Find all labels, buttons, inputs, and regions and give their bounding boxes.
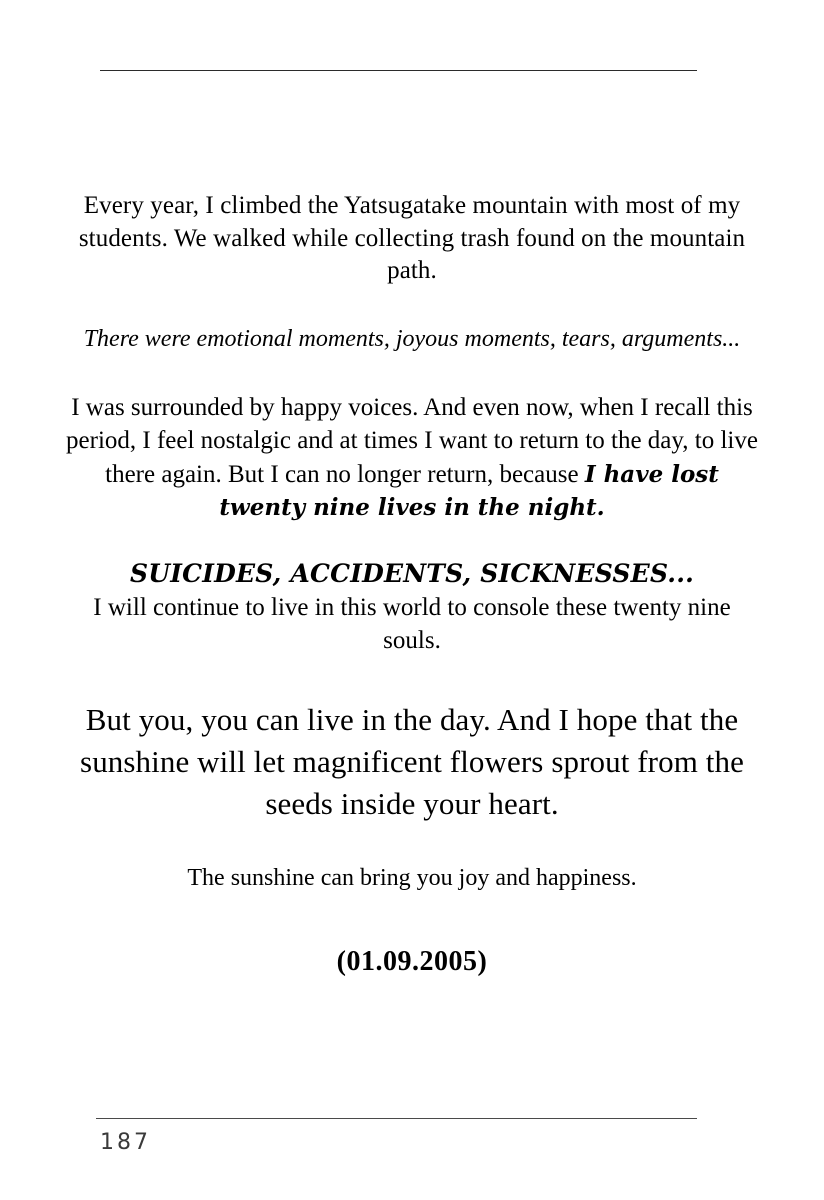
- spacer: [62, 524, 762, 558]
- heading-suicides-accidents-sicknesses: SUICIDES, ACCIDENTS, SICKNESSES...: [129, 559, 695, 589]
- footer-rule: [96, 1118, 697, 1119]
- spacer: [62, 894, 762, 944]
- spacer: [62, 355, 762, 391]
- spacer: [62, 657, 762, 699]
- paragraph-date: (01.09.2005): [336, 945, 488, 977]
- header-rule: [100, 70, 697, 71]
- paragraph-console-souls: I will continue to live in this world to console these twenty nine souls.: [93, 593, 731, 654]
- paragraph-happy-voices-lead: I was surrounded by happy voices. And even now, when I recall this period, I feel nostalgic and at times I want to return to the day, to live there again. But I can no longer return, because: [66, 394, 758, 488]
- paragraph-sunshine-joy: The sunshine can bring you joy and happiness.: [187, 864, 637, 891]
- page-content: [62, 190, 762, 980]
- paragraph-happy-voices-emphasis: I have lost twenty nine lives in the night.: [219, 460, 719, 521]
- spacer: [62, 288, 762, 324]
- paragraph-mountain-climb: Every year, I climbed the Yatsugatake mountain with most of my students. We walked while collecting trash found on the mountain path.: [78, 192, 746, 284]
- paragraph-live-in-the-day: But you, you can live in the day. And I hope that the sunshine will let magnificent flowers sprout from the seeds inside your heart.: [80, 702, 744, 821]
- page-number: 187: [100, 1130, 151, 1155]
- spacer: [62, 825, 762, 863]
- paragraph-happy-voices: [62, 391, 762, 524]
- paragraph-emotional-moments: There were emotional moments, joyous moments, tears, arguments...: [83, 325, 741, 352]
